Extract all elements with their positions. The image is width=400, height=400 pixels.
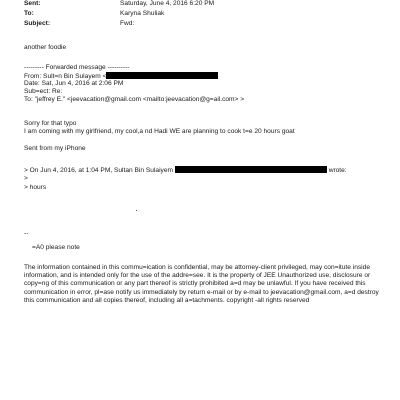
header-sent-row bbox=[24, 0, 384, 10]
header-subject-value: Fwd: bbox=[120, 20, 135, 27]
quote-prefix: > On Jun 4, 2016, at 1:04 PM, Sultan Bin Sulaiyem bbox=[24, 167, 173, 174]
iphone-signature: Sent from my iPhone bbox=[24, 145, 86, 152]
header-subject-label: Subject: bbox=[24, 20, 51, 27]
from-prefix: From: Sult=n Bin Sulayem < bbox=[24, 73, 107, 80]
header-sent-label: Sent: bbox=[24, 0, 41, 7]
to-line: To: "jeffrey E." <jeevacation@gmail.com <mailto:jeevacation@g=ail.com> > bbox=[24, 96, 245, 103]
stray-mark bbox=[136, 210, 137, 211]
confidentiality-disclaimer: The information contained in this commu=ication is confidential, may be attorney-client privileged, may con=itute inside information, and is intended only for the use of the addre=see. It is the property of JEE Unauthorized use, disclosure or copy=ng of this communication or any part thereof is strictly prohibited a=d may be unlawful. If you have received this communication in error, pl=ase notify us immediately by return e-mail or by e-mail to jeevacation@gmail.com, a=d destroy this communication and all copies thereof, including all a=tachments. copyright -all rights reserved bbox=[24, 264, 379, 304]
quote-marker: > bbox=[24, 175, 28, 182]
subject-line: Sub=ect: Re: bbox=[24, 88, 63, 95]
dashes-line: -- bbox=[24, 230, 29, 237]
quote-suffix: wrote: bbox=[328, 167, 347, 174]
redaction-bar bbox=[106, 72, 218, 79]
note-line: =A0 please note bbox=[32, 244, 80, 251]
header-to-row bbox=[24, 10, 384, 20]
typo-line: Sorry for that typo bbox=[24, 120, 77, 127]
header-to-value: Karyna Shuliak bbox=[120, 10, 165, 17]
quote-hours-line: > hours bbox=[24, 184, 47, 191]
header-to-label: To: bbox=[24, 10, 34, 17]
header-sent-value: Saturday, June 4, 2016 6:20 PM bbox=[120, 0, 215, 7]
intro-line: another foodie bbox=[24, 44, 67, 51]
date-line: Date: Sat, Jun 4, 2016 at 2:06 PM bbox=[24, 80, 124, 87]
redaction-bar bbox=[175, 166, 327, 173]
quote-header-line bbox=[24, 166, 347, 175]
header-subject-row bbox=[24, 20, 384, 30]
forwarded-marker: --------- Forwarded message ---------- bbox=[24, 64, 130, 71]
coming-line: I am coming with my girlfriend, my cool,a nd Hadi WE are planning to cook t=e 20 hours goat bbox=[24, 128, 295, 135]
